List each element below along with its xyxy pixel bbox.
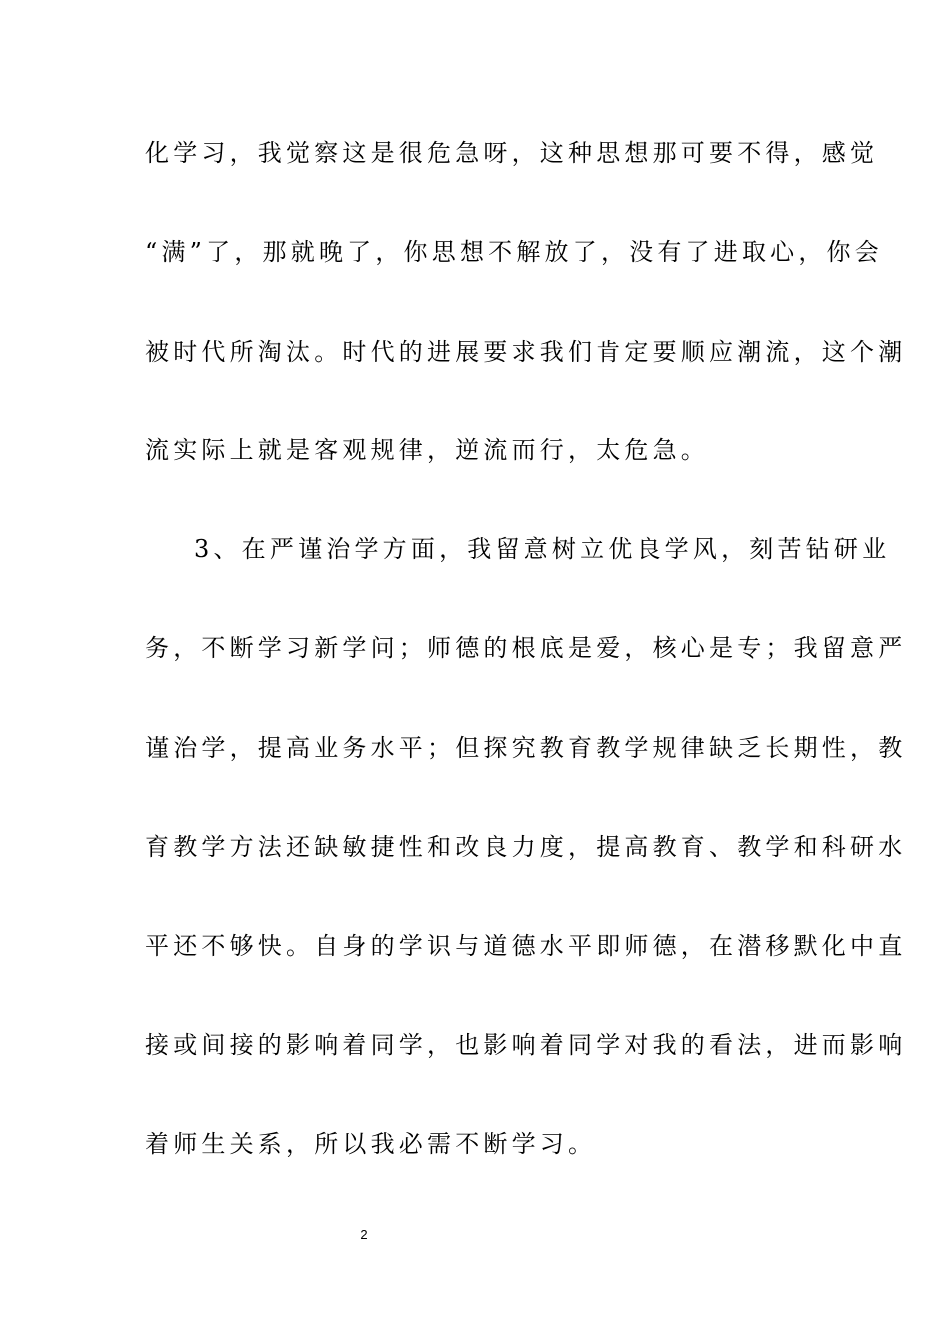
text-line-2: “满”了，那就晚了，你思想不解放了，没有了进取心，你会 bbox=[145, 238, 883, 266]
text-line-3: 被时代所淘汰。时代的进展要求我们肯定要顺应潮流，这个潮 bbox=[145, 338, 907, 366]
text-line-8: 育教学方法还缺敏捷性和改良力度，提高教育、教学和科研水 bbox=[145, 833, 907, 861]
text-line-1: 化学习，我觉察这是很危急呀，这种思想那可要不得，感觉 bbox=[145, 139, 879, 167]
text-line-5: 3、在严谨治学方面，我留意树立优良学风，刻苦钻研业 bbox=[194, 535, 891, 563]
text-line-6: 务，不断学习新学问；师德的根底是爱，核心是专；我留意严 bbox=[145, 634, 907, 662]
page-number: 2 bbox=[360, 1227, 368, 1242]
text-line-10: 接或间接的影响着同学，也影响着同学对我的看法，进而影响 bbox=[145, 1031, 907, 1059]
text-line-9: 平还不够快。自身的学识与道德水平即师德，在潜移默化中直 bbox=[145, 932, 907, 960]
text-line-7: 谨治学，提高业务水平；但探究教育教学规律缺乏长期性，教 bbox=[145, 734, 907, 762]
text-line-11: 着师生关系，所以我必需不断学习。 bbox=[145, 1130, 597, 1158]
text-line-4: 流实际上就是客观规律，逆流而行，太危急。 bbox=[145, 436, 709, 464]
